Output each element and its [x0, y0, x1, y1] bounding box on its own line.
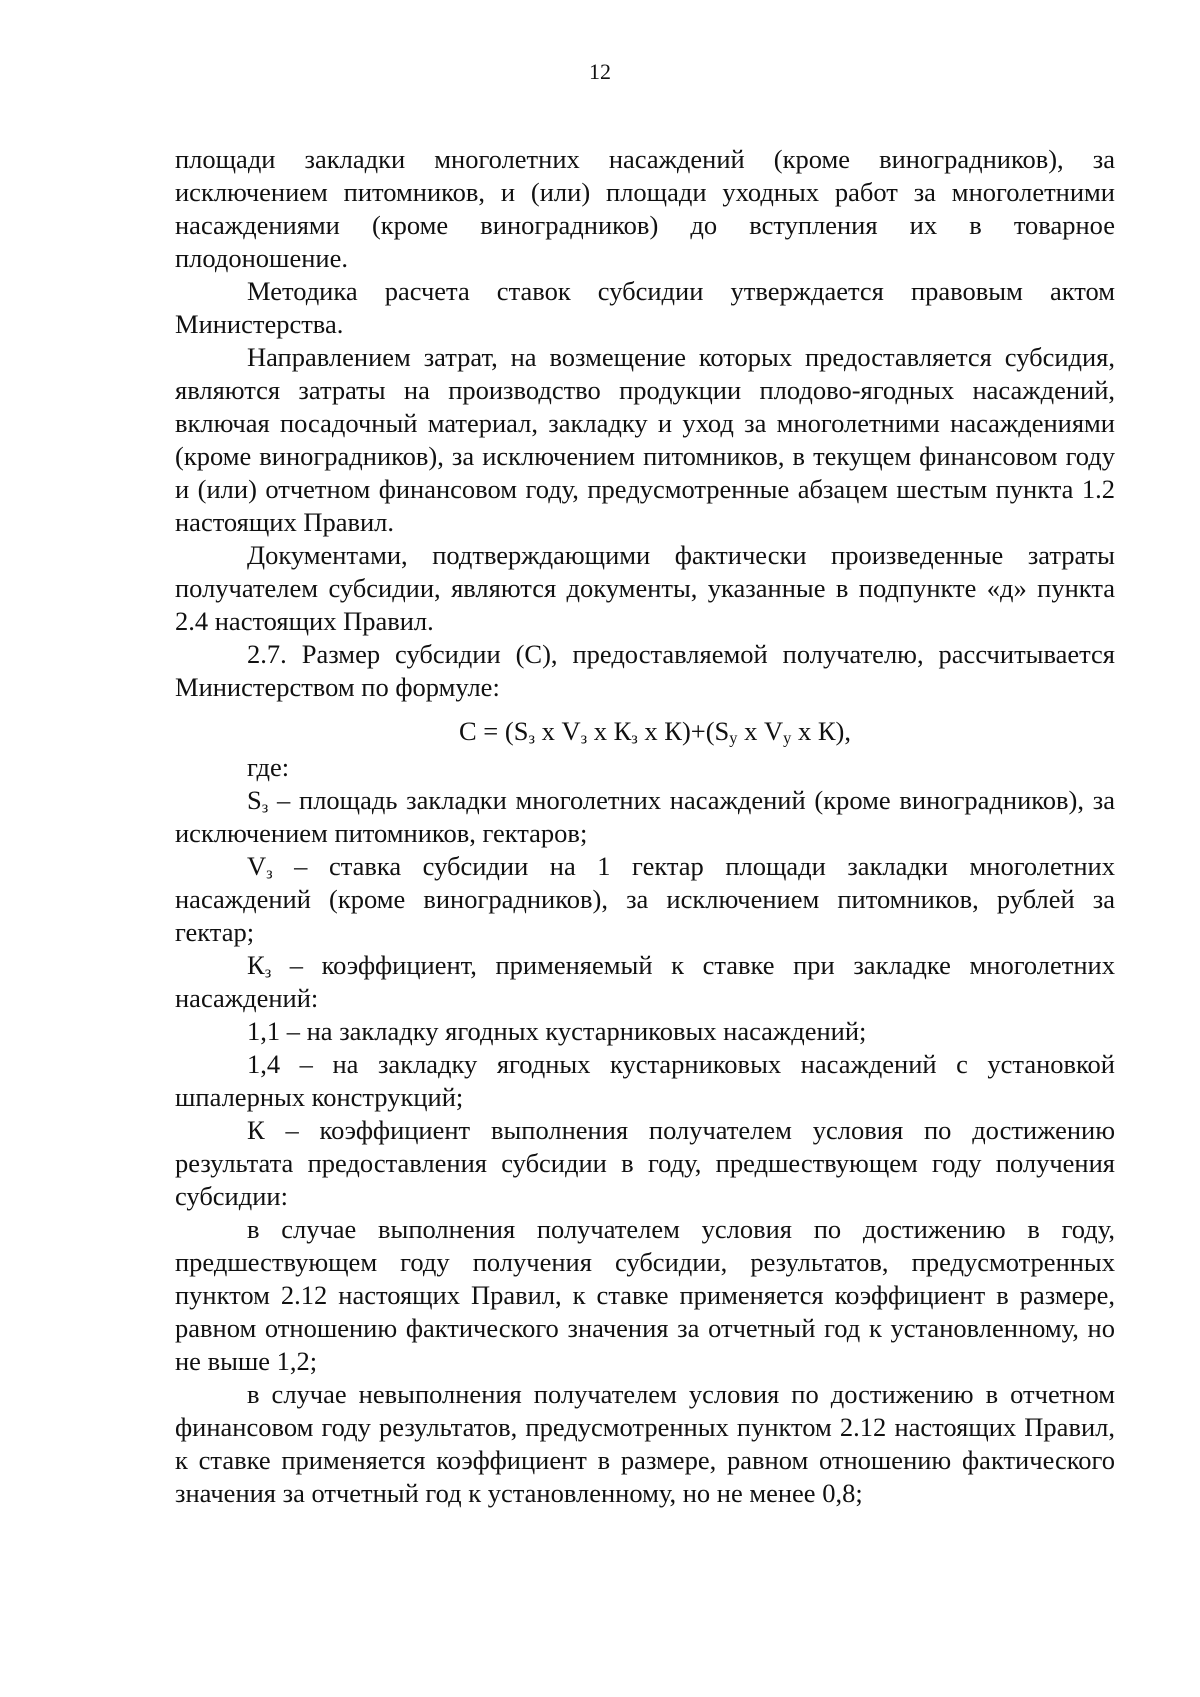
symbol-subscript: з — [266, 863, 273, 883]
paragraph-documents: Документами, подтверждающими фактически произведенные затраты получателем субсидии, являются документы, указанные в подпункте «д» пункта 2.4 настоящих Правил. — [175, 540, 1115, 636]
formula-subscript: у — [783, 728, 792, 748]
symbol: S — [247, 785, 262, 815]
formula-part: С = (S — [459, 716, 529, 746]
formula-subscript: з — [580, 728, 588, 748]
symbol: К — [247, 950, 265, 980]
case-fulfilled: в случае выполнения получателем условия по достижению в году, предшествующем году получения субсидии, результатов, предусмотренных пунктом 2.12 настоящих Правил, к ставке применяется коэффициент в размере, равном отношению фактического значения за отчетный год к установленному, но не выше 1,2; — [175, 1214, 1115, 1376]
formula-subscript: з — [631, 728, 638, 748]
formula-subscript: з — [528, 728, 535, 748]
formula-part: х К)+(S — [637, 716, 730, 746]
definition-text: – коэффициент, применяемый к ставке при закладке многолетних насаждений: — [175, 950, 1115, 1013]
formula-part: х V — [737, 716, 784, 746]
definition-text: – площадь закладки многолетних насаждений (кроме виноградников), за исключением питомников, гектаров; — [175, 785, 1115, 848]
definition-kz — [175, 949, 1115, 1015]
page-number: 12 — [589, 59, 611, 84]
coefficient-1-4: 1,4 – на закладку ягодных кустарниковых насаждений с установкой шпалерных конструкций; — [175, 1049, 1115, 1112]
symbol: V — [247, 851, 267, 881]
symbol-subscript: з — [264, 962, 272, 982]
paragraph-methodology: Методика расчета ставок субсидии утверждается правовым актом Министерства. — [175, 276, 1115, 339]
case-not-fulfilled: в случае невыполнения получателем условия по достижению в отчетном финансовом году результатов, предусмотренных пунктом 2.12 настоящих Правил, к ставке применяется коэффициент в размере, равном отношению фактического значения за отчетный год к установленному, но не менее 0,8; — [175, 1379, 1115, 1508]
symbol-subscript: з — [261, 797, 269, 817]
document-body — [175, 143, 1115, 1510]
definition-text: – ставка субсидии на 1 гектар площади закладки многолетних насаждений (кроме виноградников), за исключением питомников, рублей за гектар; — [175, 851, 1115, 947]
formula-part: х V — [534, 716, 581, 746]
paragraph-continuation: площади закладки многолетних насаждений (кроме виноградников), за исключением питомников, и (или) площади уходных работ за многолетними насаждениями (кроме виноградников) до вступления их в товарное плодоношение. — [175, 144, 1115, 273]
subsidy-formula — [175, 715, 1115, 748]
coefficient-1-1: 1,1 – на закладку ягодных кустарниковых насаждений; — [247, 1016, 867, 1046]
formula-part: х К), — [791, 716, 851, 746]
where-label: где: — [247, 752, 290, 782]
formula-part: х К — [587, 716, 632, 746]
paragraph-cost-direction: Направлением затрат, на возмещение которых предоставляется субсидия, являются затраты на производство продукции плодово-ягодных насаждений, включая посадочный материал, закладку и уход за многолетними насаждениями (кроме виноградников), за исключением питомников, в текущем финансовом году и (или) отчетном финансовом году, предусмотренные абзацем шестым пункта 1.2 настоящих Правил. — [175, 342, 1115, 537]
definition-vz — [175, 850, 1115, 949]
definition-sz — [175, 784, 1115, 850]
definition-k: К – коэффициент выполнения получателем условия по достижению результата предоставления субсидии в году, предшествующем году получения субсидии: — [175, 1115, 1115, 1211]
formula-subscript: у — [729, 728, 738, 748]
paragraph-subsidy-size: 2.7. Размер субсидии (С), предоставляемой получателю, рассчитывается Министерством по формуле: — [175, 639, 1115, 702]
